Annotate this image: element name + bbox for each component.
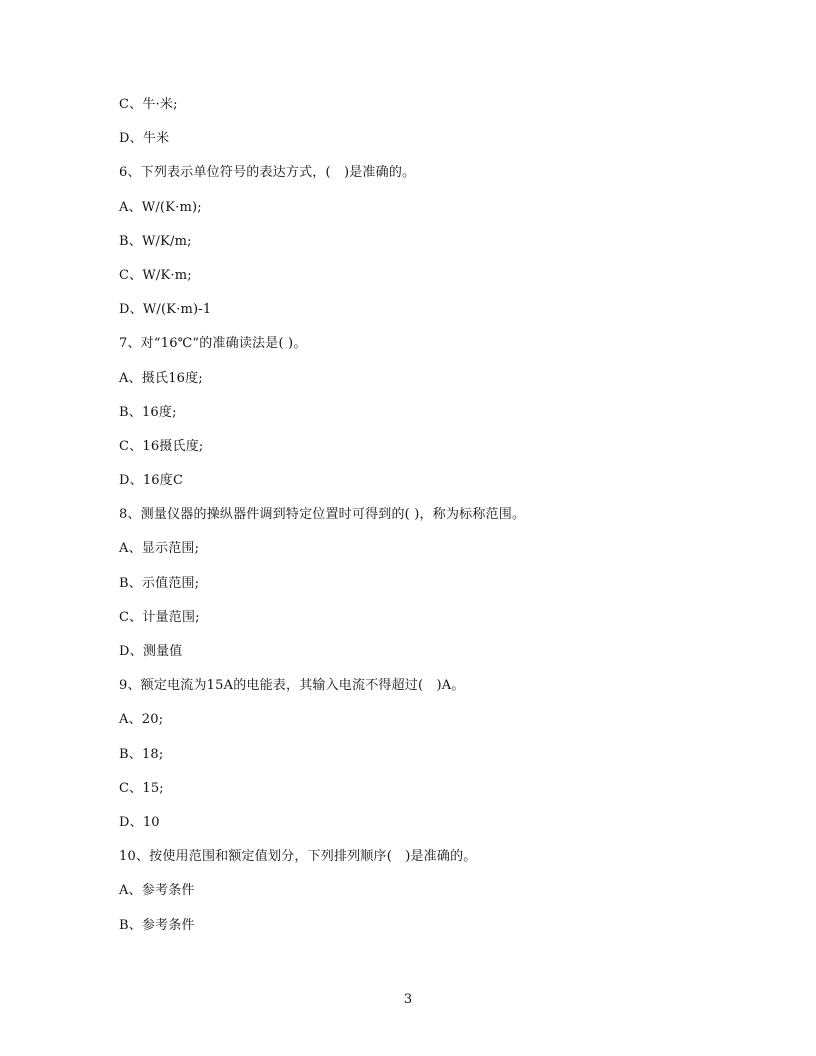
option-line: A、显示范围; [119, 541, 200, 557]
question-line: 8、测量仪器的操纵器件调到特定位置时可得到的( )，称为标称范围。 [119, 507, 526, 523]
option-line: B、示值范围; [119, 575, 200, 591]
option-line: B、W/K/m; [119, 233, 192, 249]
option-line: A、摄氏16度; [119, 370, 203, 386]
option-line: B、18; [119, 746, 164, 762]
question-line: 6、下列表示单位符号的表达方式，( )是准确的。 [119, 165, 416, 181]
option-line: B、16度; [119, 404, 177, 420]
option-line: D、测量值 [119, 644, 183, 659]
option-line: C、15; [119, 780, 164, 796]
question-list [119, 93, 719, 948]
option-line: C、16摄氏度; [119, 438, 204, 454]
option-line: D、16度C [119, 473, 184, 489]
option-line: D、10 [119, 814, 160, 830]
option-line: C、计量范围; [119, 609, 200, 625]
option-line: B、参考条件 [119, 917, 195, 933]
question-line: 9、额定电流为15A的电能表，其输入电流不得超过( )A。 [119, 678, 465, 694]
option-line: A、20; [119, 712, 164, 728]
option-line: A、W/(K·m); [119, 199, 202, 215]
page-number: 3 [403, 992, 413, 1007]
option-line: A、参考条件 [119, 883, 195, 899]
option-line: C、W/K·m; [119, 267, 192, 283]
option-line: C、牛·米; [119, 97, 178, 112]
option-line: D、W/(K·m)-1 [119, 302, 212, 318]
option-line: D、牛米 [119, 131, 170, 147]
question-line: 7、对“16℃”的准确读法是( )。 [119, 336, 307, 352]
question-line: 10、按使用范围和额定值划分，下列排列顺序( )是准确的。 [119, 849, 477, 865]
